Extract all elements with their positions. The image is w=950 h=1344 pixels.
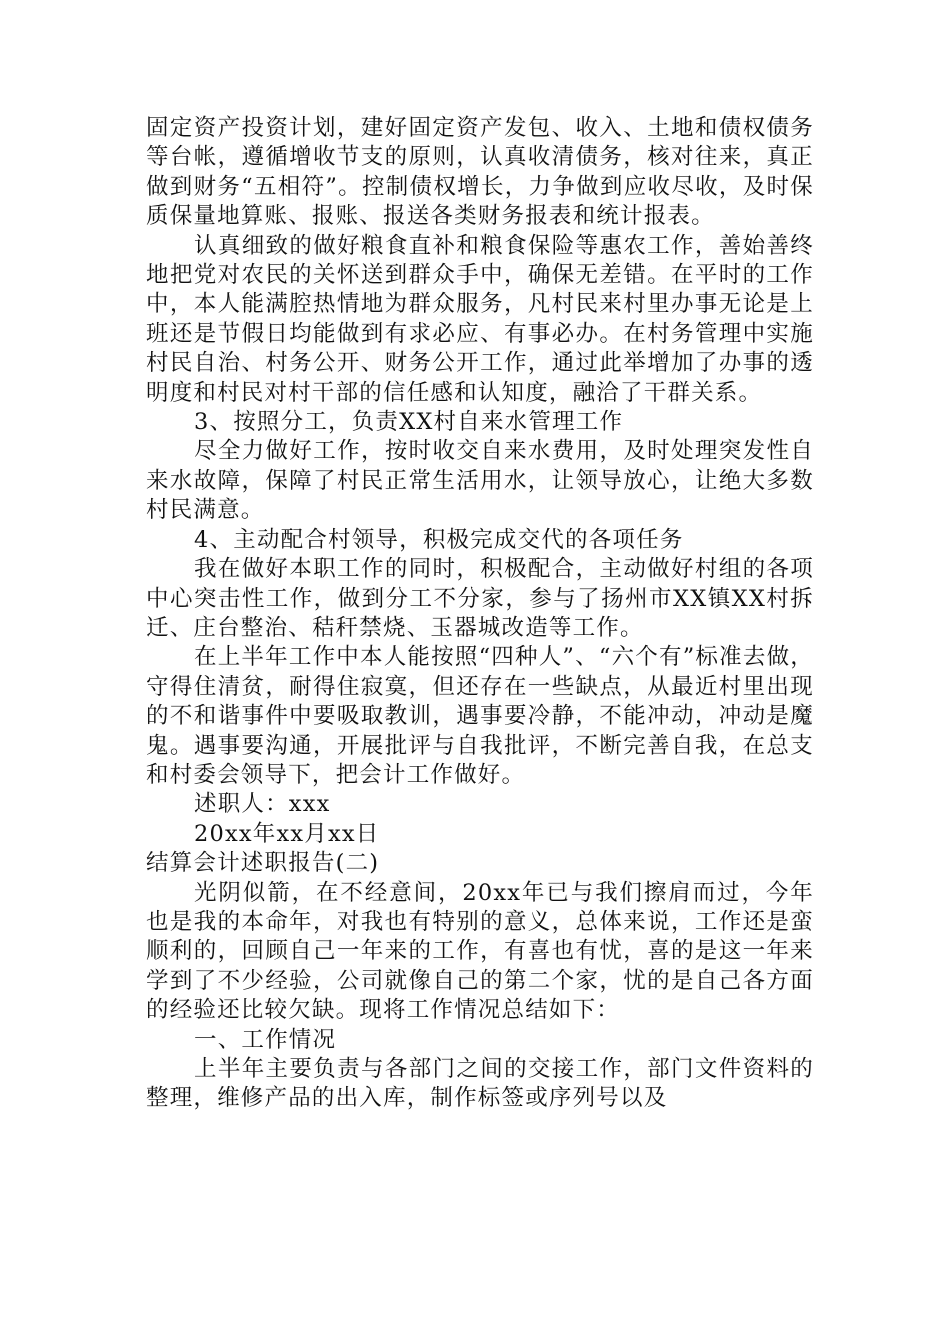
paragraph-first-half-duties: 上半年主要负责与各部门之间的交接工作，部门文件资料的整理，维修产品的出入库，制作标签或序列号以及 [146, 1056, 814, 1112]
heading-cooperate-leaders: 4、主动配合村领导，积极完成交代的各项任务 [194, 526, 684, 553]
heading-work-status: 一、工作情况 [194, 1026, 337, 1053]
paragraph-asset-ledger: 固定资产投资计划，建好固定资产发包、收入、土地和债权债务等台帐，遵循增收节支的原则，认真收清债务，核对往来，真正做到财务“五相符”。控制债权增长，力争做到应收尽收，及时保质保量地算账、报账、报送各类财务报表和统计报表。 [146, 115, 814, 230]
document-page [146, 114, 814, 1114]
paragraph-shortcomings: 在上半年工作中本人能按照“四种人”、“六个有”标准去做，守得住清贫，耐得住寂寞，但还存在一些缺点，从最近村里出现的不和谐事件中要吸取教训，遇事要冷静，不能冲动，冲动是魔鬼。遇事要沟通，开展批评与自我批评，不断完善自我，在总支和村委会领导下，把会计工作做好。 [146, 644, 814, 788]
heading-water-management: 3、按照分工，负责XX村自来水管理工作 [194, 409, 624, 436]
signature-date: 20xx年xx月xx日 [194, 820, 380, 847]
paragraph-central-tasks: 我在做好本职工作的同时，积极配合，主动做好村组的各项中心突击性工作，做到分工不分家，参与了扬州市XX镇XX村拆迁、庄台整治、秸秆禁烧、玉器城改造等工作。 [146, 556, 814, 641]
paragraph-farm-subsidy: 认真细致的做好粮食直补和粮食保险等惠农工作，善始善终地把党对农民的关怀送到群众手中，确保无差错。在平时的工作中，本人能满腔热情地为群众服务，凡村民来村里办事无论是上班还是节假日均能做到有求必应、有事必办。在村务管理中实施村民自治、村务公开、财务公开工作，通过此举增加了办事的透明度和村民对村干部的信任感和认知度，融洽了干群关系。 [146, 232, 814, 406]
paragraph-water-fees: 尽全力做好工作，按时收交自来水费用，及时处理突发性自来水故障，保障了村民正常生活用水，让领导放心，让绝大多数村民满意。 [146, 438, 814, 524]
signature-reporter: 述职人：xxx [194, 791, 331, 818]
paragraph-year-review: 光阴似箭，在不经意间，20xx年已与我们擦肩而过，今年也是我的本命年，对我也有特别的意义，总体来说，工作还是蛮顺利的，回顾自己一年来的工作，有喜也有忧，喜的是这一年来学到了不少经验，公司就像自己的第二个家，忧的是自己各方面的经验还比较欠缺。现将工作情况总结如下： [146, 879, 814, 1024]
section-title: 结算会计述职报告(二) [146, 850, 380, 877]
